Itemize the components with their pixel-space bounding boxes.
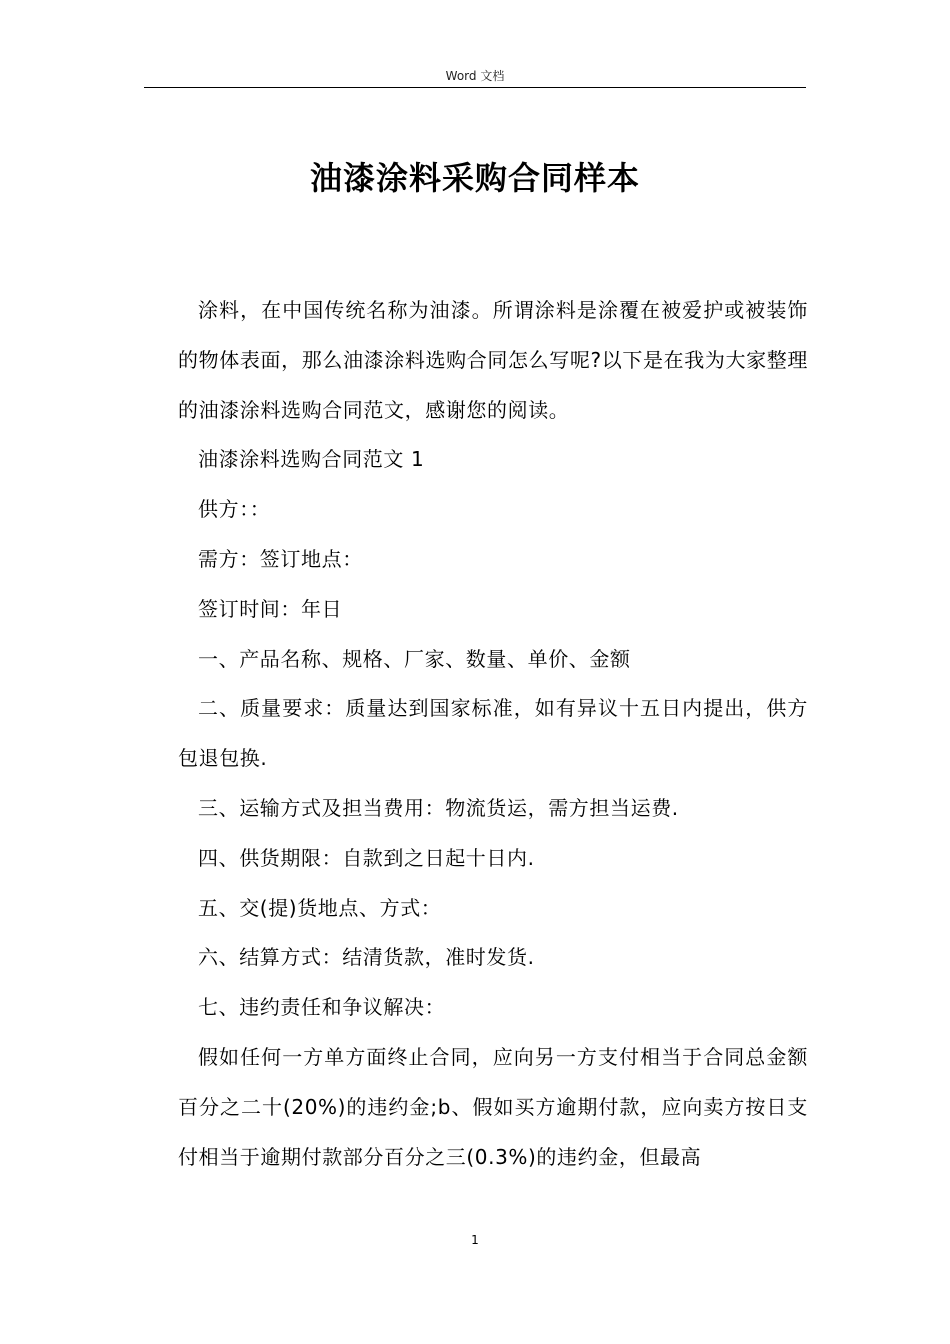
signing-time-line: 签订时间：年日 xyxy=(198,596,343,621)
clause-4: 四、供货期限：自款到之日起十日内. xyxy=(198,845,535,870)
clause-2: 二、质量要求：质量达到国家标准，如有异议十五日内提出，供方包退包换. xyxy=(178,696,808,771)
page-number: 1 xyxy=(471,1233,479,1247)
contract-heading: 油漆涂料选购合同范文 1 xyxy=(198,447,425,472)
supplier-line: 供方：： xyxy=(198,497,271,522)
clause-7: 七、违约责任和争议解决： xyxy=(198,995,446,1020)
page-header: Word 文档 xyxy=(445,69,505,83)
buyer-line: 需方：签订地点： xyxy=(198,546,363,571)
clause-3: 三、运输方式及担当费用：物流货运，需方担当运费. xyxy=(198,795,679,820)
intro-paragraph: 涂料，在中国传统名称为油漆。所谓涂料是涂覆在被爱护或被装饰的物体表面，那么油漆涂料选购合同怎么写呢?以下是在我为大家整理的油漆涂料选购合同范文，感谢您的阅读。 xyxy=(178,298,808,422)
clause-5: 五、交(提)货地点、方式： xyxy=(198,895,442,920)
clause-1: 一、产品名称、规格、厂家、数量、单价、金额 xyxy=(198,646,631,671)
clause-6: 六、结算方式：结清货款，准时发货. xyxy=(198,945,535,970)
breach-paragraph: 假如任何一方单方面终止合同，应向另一方支付相当于合同总金额百分之二十(20%)的违约金;b、假如买方逾期付款，应向卖方按日支付相当于逾期付款部分百分之三(0.3%)的违约金，但最高 xyxy=(178,1044,808,1169)
document-body xyxy=(178,286,808,1182)
document-title: 油漆涂料采购合同样本 xyxy=(309,159,640,197)
header-divider xyxy=(144,87,806,88)
